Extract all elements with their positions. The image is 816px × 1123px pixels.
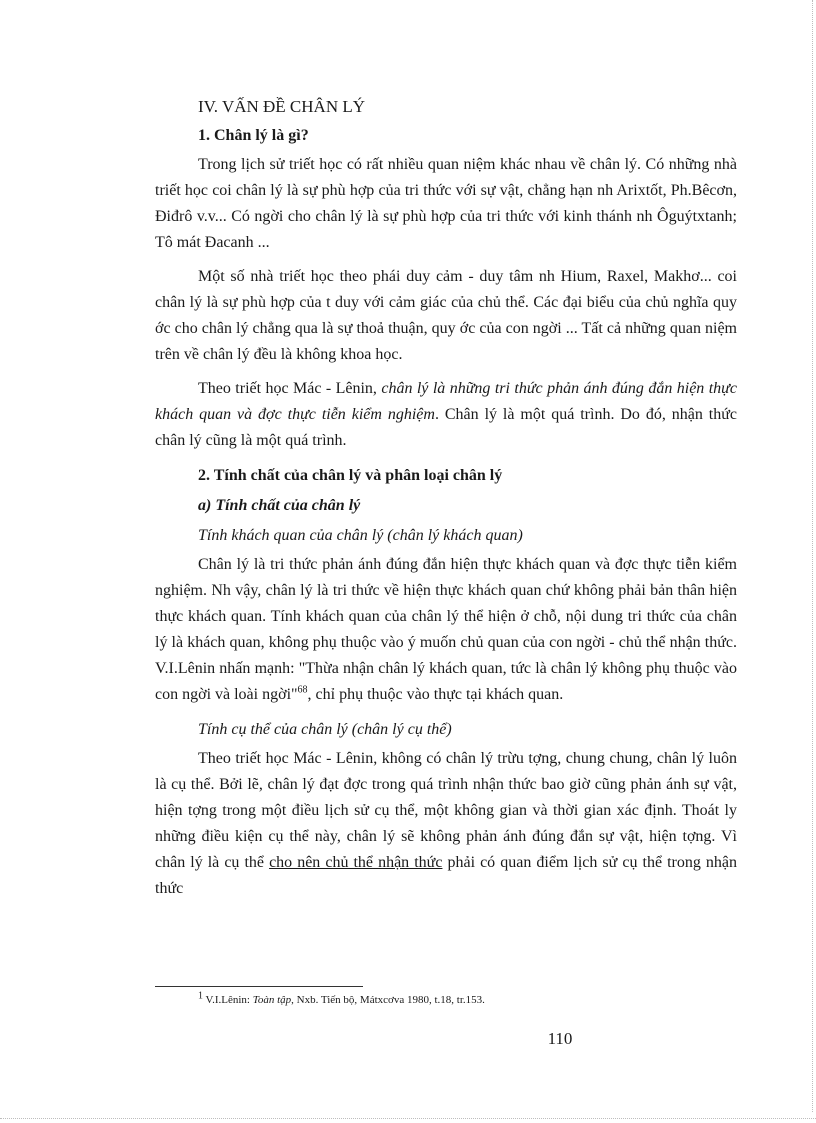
- paragraph-2: Một số nhà triết học theo phái duy cảm - duy tâm nh Hium, Raxel, Makhơ... coi chân lý là sự phù hợp của t duy với cảm giác của chủ thể. Các đại biểu của chủ nghĩa quy ớc cho chân lý chẳng qua là sự thoả thuận, quy ớc của con ngời ... Tất cả những quan niệm trên về chân lý đều là không khoa học.: [155, 268, 737, 363]
- page-frame-right: [812, 0, 813, 1112]
- subsection-title-2: 2. Tính chất của chân lý và phân loại chân lý: [198, 467, 503, 484]
- paragraph-5-underlined: cho nên chủ thể nhận thức: [269, 854, 443, 871]
- footnote-work: Toàn tập: [252, 994, 292, 1006]
- footnote-separator: [155, 986, 363, 987]
- footnote-details: , Nxb. Tiến bộ, Mátxcơva 1980, t.18, tr.153.: [291, 994, 485, 1006]
- section-title: IV. VẤN ĐỀ CHÂN LÝ: [198, 97, 366, 116]
- paragraph-4-end: , chỉ phụ thuộc vào thực tại khách quan.: [307, 686, 564, 703]
- subsection-title-1: 1. Chân lý là gì?: [198, 127, 309, 144]
- paragraph-3-end: . Chân lý là một quá trình. Do đó, nhận thức chân lý cũng là một quá trình.: [155, 406, 737, 449]
- paragraph-3: [155, 376, 737, 454]
- subsection-title-2a: a) Tính chất của chân lý: [198, 497, 361, 514]
- paragraph-5: [155, 746, 737, 902]
- paragraph-4-main: Chân lý là tri thức phản ánh đúng đắn hiện thực khách quan và đợc thực tiễn kiểm nghiệm. Nh vậy, chân lý là tri thức về hiện thực khách quan chứ không phải bản thân hiện thực khách quan. Tính khách quan của chân lý thể hiện ở chỗ, nội dung tri thức của chân lý là khách quan, không phụ thuộc vào ý muốn chủ quan của con ngời - chủ thể nhận thức. V.I.Lênin nhấn mạnh: "Thừa nhận chân lý khách quan, tức là chân lý không phụ thuộc vào con ngời và loài ngời": [155, 556, 737, 703]
- footnote-author: V.I.Lênin:: [203, 994, 253, 1006]
- paragraph-3-definition: chân lý là những tri thức phản ánh đúng đắn hiện thực khách quan và đợc thực tiễn kiểm nghiệm: [155, 380, 737, 423]
- page-body: [155, 92, 737, 910]
- page-number: 110: [547, 1029, 573, 1048]
- footnote-reference[interactable]: 68: [297, 684, 308, 696]
- paragraph-5-main: Theo triết học Mác - Lênin, không có chân lý trừu tợng, chung chung, chân lý luôn là cụ thể. Bởi lẽ, chân lý đạt đợc trong quá trình nhận thức bao giờ cũng phản ánh sự vật, hiện tợng trong một điều lịch sử cụ thể, một không gian và thời gian xác định. Thoát ly những điều kiện cụ thể này, chân lý sẽ không phản ánh đúng đắn sự vật, hiện tợng. Vì chân lý là cụ thể: [155, 750, 737, 871]
- footnote-marker: 1: [198, 990, 203, 1002]
- concrete-truth-heading: Tính cụ thể của chân lý (chân lý cụ thể): [198, 721, 452, 738]
- paragraph-3-start: Theo triết học Mác - Lênin,: [198, 380, 382, 397]
- footnote: [198, 990, 738, 1007]
- page-frame-bottom: [0, 1118, 816, 1119]
- objective-truth-heading: Tính khách quan của chân lý (chân lý khách quan): [198, 527, 523, 544]
- paragraph-5-end: phải có quan điểm lịch sử cụ thể trong nhận thức: [155, 854, 738, 897]
- paragraph-1: Trong lịch sử triết học có rất nhiều quan niệm khác nhau về chân lý. Có những nhà triết học coi chân lý là sự phù hợp của tri thức với sự vật, chẳng hạn nh Arixtốt, Ph.Bêcơn, Điđrô v.v... Có ngời cho chân lý là sự phù hợp của tri thức với kinh thánh nh Ôguýtxtanh; Tô mát Đacanh ...: [155, 156, 737, 251]
- paragraph-4: [155, 552, 737, 708]
